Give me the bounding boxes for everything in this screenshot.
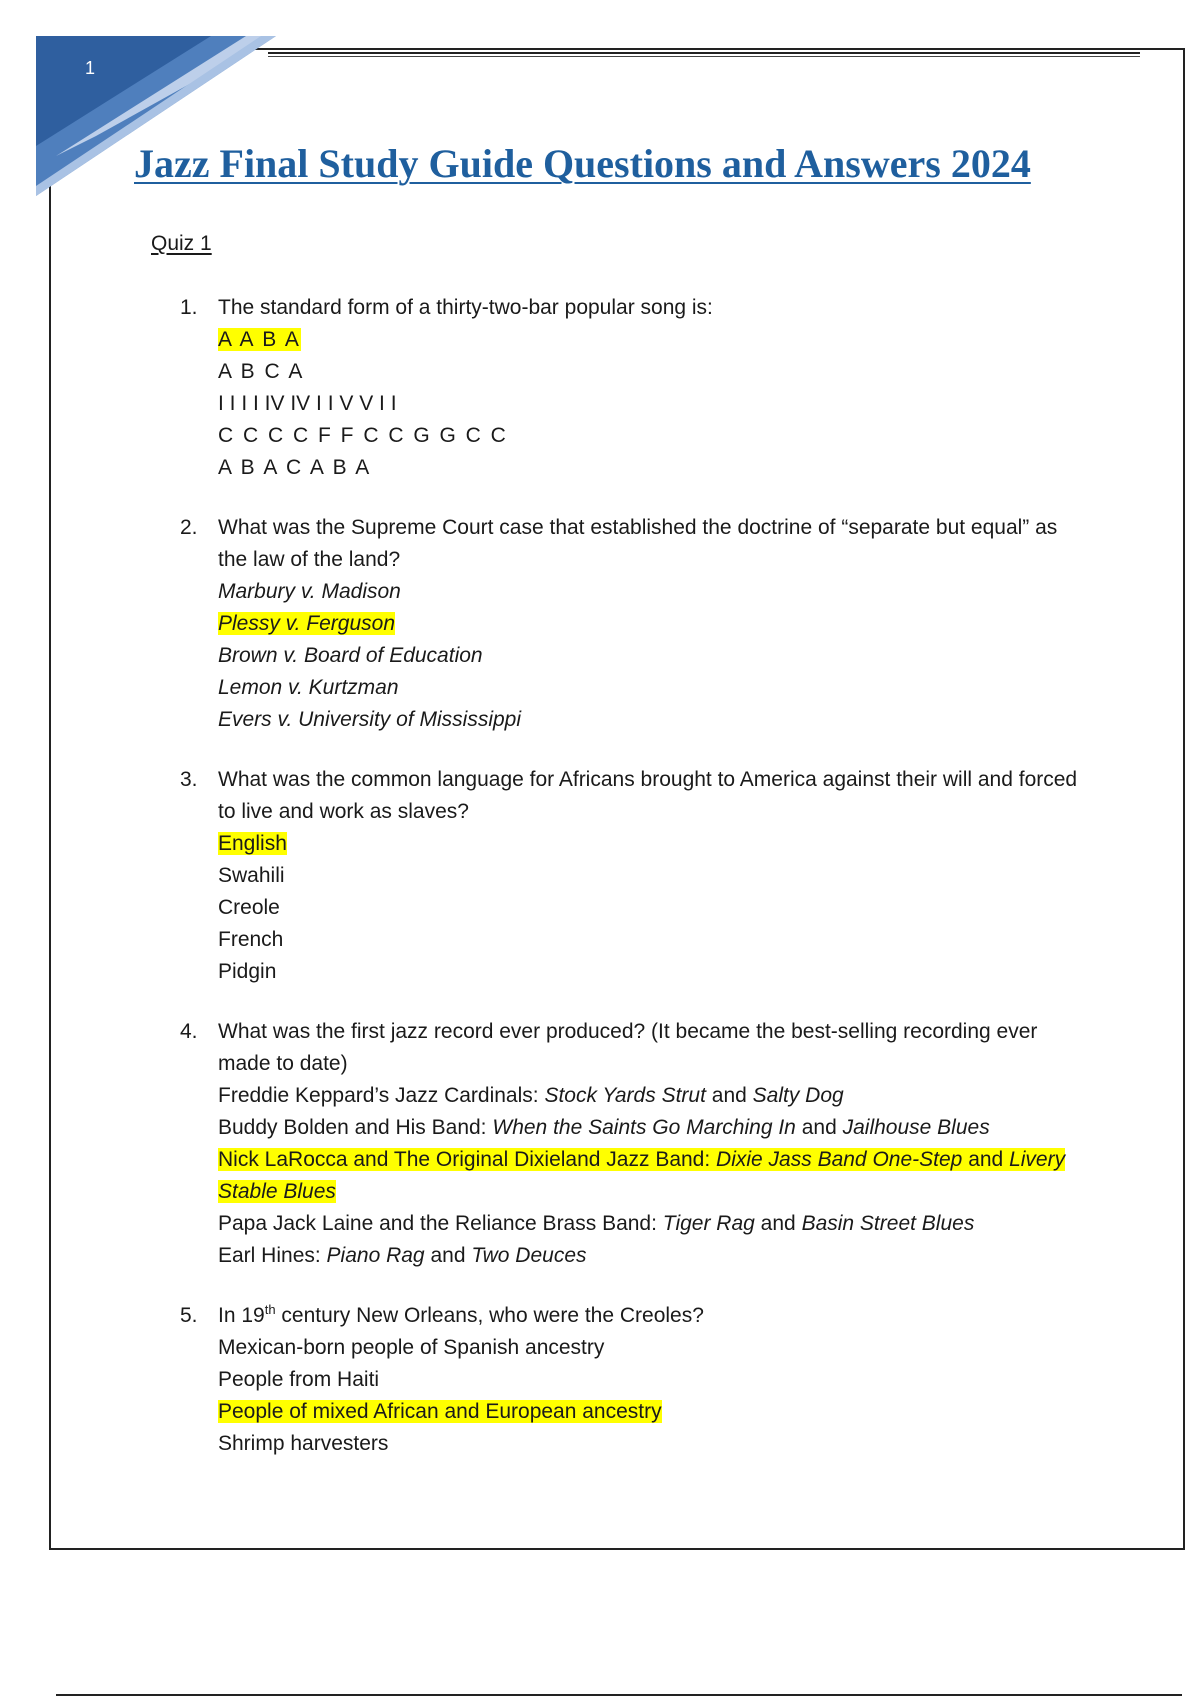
question-number: 3. bbox=[180, 768, 198, 791]
option-artist: Earl Hines: bbox=[218, 1244, 321, 1267]
answer-option bbox=[218, 1080, 1080, 1112]
question-text: In 19th century New Orleans, who were the Creoles? bbox=[218, 1302, 704, 1327]
option-title: Salty Dog bbox=[752, 1084, 844, 1107]
answer-option: C C C C F F C C G G C C bbox=[218, 424, 508, 447]
footer-rule bbox=[56, 1694, 1182, 1696]
answer-option bbox=[218, 828, 1080, 860]
answer-option bbox=[218, 1208, 1080, 1240]
answer-option: Lemon v. Kurtzman bbox=[218, 676, 399, 699]
question-number: 2. bbox=[180, 516, 198, 539]
answer-option: Pidgin bbox=[218, 960, 277, 983]
answer-option bbox=[218, 1112, 1080, 1144]
correct-answer: A A B A bbox=[218, 328, 301, 351]
answer-option bbox=[218, 1144, 1080, 1208]
question-text: What was the common language for Africans brought to America against their will and forced to live and work as slaves? bbox=[218, 768, 1078, 823]
question-text: The standard form of a thirty-two-bar popular song is: bbox=[218, 296, 713, 319]
option-conjunction: and bbox=[968, 1148, 1004, 1171]
answer-option: Creole bbox=[218, 896, 280, 919]
option-title: Piano Rag bbox=[326, 1244, 425, 1267]
answer-option: Marbury v. Madison bbox=[218, 580, 401, 603]
option-conjunction: and bbox=[430, 1244, 466, 1267]
option-title: Basin Street Blues bbox=[801, 1212, 975, 1235]
document-title: Jazz Final Study Guide Questions and Answers 2024 bbox=[134, 141, 1031, 186]
option-title: Two Deuces bbox=[471, 1244, 587, 1267]
answer-option: French bbox=[218, 928, 284, 951]
answer-option: Brown v. Board of Education bbox=[218, 644, 483, 667]
answer-option bbox=[218, 324, 1080, 356]
question-1 bbox=[180, 292, 1080, 484]
answer-option bbox=[218, 1240, 1080, 1272]
correct-answer: English bbox=[218, 832, 287, 855]
question-number: 1. bbox=[180, 296, 198, 319]
option-title: Dixie Jass Band One-Step bbox=[716, 1148, 963, 1171]
answer-option: Shrimp harvesters bbox=[218, 1432, 389, 1455]
question-2 bbox=[180, 512, 1080, 736]
quiz-label: Quiz 1 bbox=[151, 232, 212, 255]
answer-option: People from Haiti bbox=[218, 1368, 380, 1391]
correct-answer: Plessy v. Ferguson bbox=[218, 612, 396, 635]
question-text: What was the first jazz record ever produced? (It became the best-selling recording ever made to date) bbox=[218, 1020, 1038, 1075]
answer-option: Mexican-born people of Spanish ancestry bbox=[218, 1336, 605, 1359]
answer-option: Evers v. University of Mississippi bbox=[218, 708, 522, 731]
header-rule-thin bbox=[268, 56, 1140, 57]
option-title: When the Saints Go Marching In bbox=[492, 1116, 796, 1139]
option-artist: Nick LaRocca and The Original Dixieland Jazz Band: bbox=[218, 1148, 711, 1171]
option-title: Jailhouse Blues bbox=[842, 1116, 990, 1139]
question-number: 4. bbox=[180, 1020, 198, 1043]
question-number: 5. bbox=[180, 1304, 198, 1327]
answer-option: A B C A bbox=[218, 360, 305, 383]
correct-answer: People of mixed African and European ancestry bbox=[218, 1400, 662, 1423]
option-conjunction: and bbox=[711, 1084, 747, 1107]
correct-answer bbox=[218, 1148, 1065, 1203]
option-artist: Papa Jack Laine and the Reliance Brass Band: bbox=[218, 1212, 657, 1235]
answer-option: Swahili bbox=[218, 864, 285, 887]
answer-option bbox=[218, 608, 1080, 640]
header-rule bbox=[268, 52, 1140, 54]
question-5 bbox=[180, 1300, 1080, 1460]
option-conjunction: and bbox=[760, 1212, 796, 1235]
question-3 bbox=[180, 764, 1080, 988]
option-title: Tiger Rag bbox=[662, 1212, 755, 1235]
option-artist: Buddy Bolden and His Band: bbox=[218, 1116, 487, 1139]
answer-option: A B A C A B A bbox=[218, 456, 372, 479]
page-number: 1 bbox=[84, 58, 95, 78]
option-title: Livery Stable Blues bbox=[218, 1148, 1066, 1203]
option-conjunction: and bbox=[801, 1116, 837, 1139]
question-text: What was the Supreme Court case that established the doctrine of “separate but equal” as the law of the land? bbox=[218, 516, 1058, 571]
option-title: Stock Yards Strut bbox=[544, 1084, 706, 1107]
answer-option: I I I I IV IV I I V V I I bbox=[218, 392, 397, 415]
answer-option bbox=[218, 1396, 1080, 1428]
question-4 bbox=[180, 1016, 1080, 1272]
option-artist: Freddie Keppard’s Jazz Cardinals: bbox=[218, 1084, 539, 1107]
